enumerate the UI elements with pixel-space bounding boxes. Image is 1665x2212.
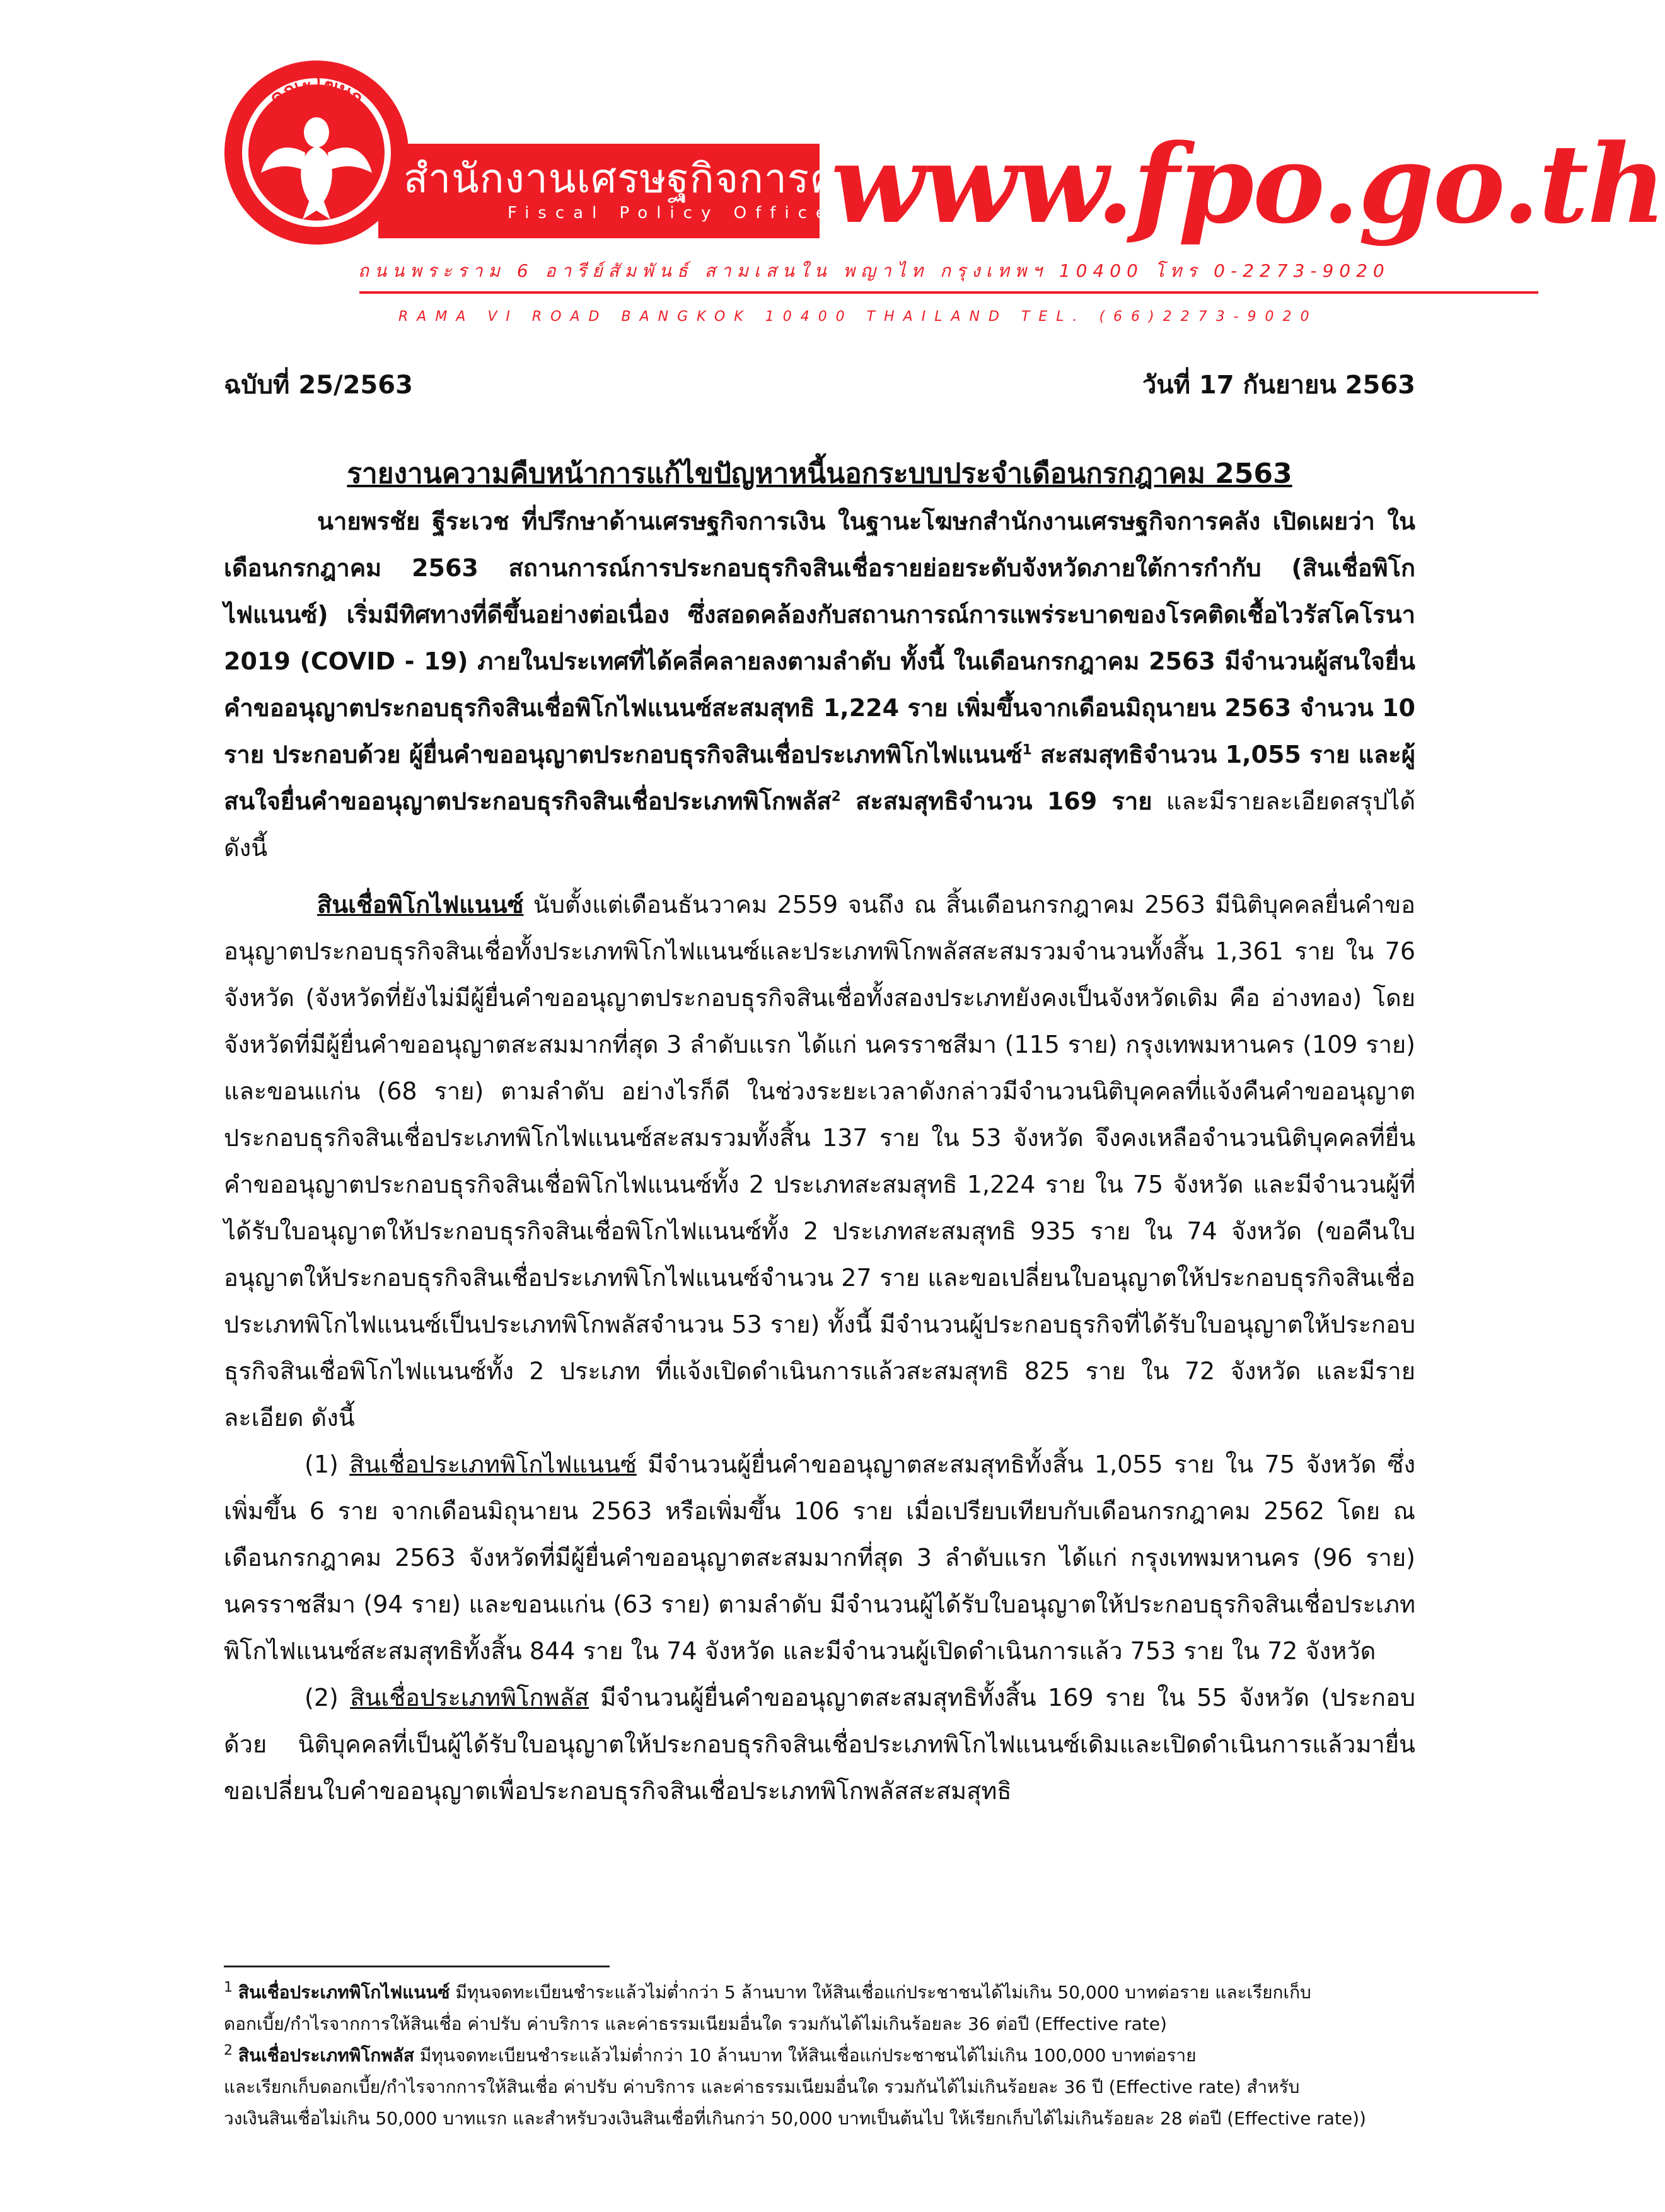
intro-text-b: สะสมสุทธิจำนวน 1,055 ราย และผู้สนใจยื่นคำขออนุญาตประกอบธุรกิจสินเชื่อประเภทพิโกพลัส bbox=[224, 741, 1415, 815]
issue-date: วันที่ 17 กันยายน 2563 bbox=[1142, 371, 1415, 400]
document-title: รายงานความคืบหน้าการแก้ไขปัญหาหนี้นอกระบบประจำเดือนกรกฎาคม 2563 bbox=[347, 458, 1292, 490]
document-body bbox=[224, 498, 1415, 1814]
item-number: (2) bbox=[305, 1684, 351, 1711]
logo-text: คณะโฆษก bbox=[265, 73, 368, 110]
footnote-1 bbox=[224, 1977, 1415, 2008]
footnote-mark: 1 bbox=[224, 1979, 233, 1996]
footnote-ref-1: 1 bbox=[1022, 742, 1032, 758]
section-heading: สินเชื่อพิโกไฟแนนซ์ bbox=[317, 891, 524, 918]
item-pico-finance bbox=[224, 1441, 1415, 1674]
footnote-2-continued: วงเงินสินเชื่อไม่เกิน 50,000 บาทแรก และสำหรับวงเงินสินเชื่อที่เกินกว่า 50,000 บาทเป็นต้นไป ให้เรียกเก็บได้ไม่เกินร้อยละ 28 ต่อปี (Effective rate)) bbox=[224, 2108, 1366, 2129]
footnote-term: สินเชื่อประเภทพิโกพลัส bbox=[238, 2045, 415, 2066]
section-pico-finance bbox=[224, 881, 1415, 1441]
footnote-2-continued: และเรียกเก็บดอกเบี้ย/กำไรจากการให้สินเชื่อ ค่าปรับ ค่าบริการ และค่าธรรมเนียมอื่นใด รวมกันได้ไม่เกินร้อยละ 36 ปี (Effective rate) สำหรับ bbox=[224, 2076, 1300, 2097]
spokesperson-garuda-logo bbox=[222, 58, 411, 247]
issue-number: ฉบับที่ 25/2563 bbox=[224, 371, 413, 400]
footnotes bbox=[224, 1977, 1415, 2134]
footnote-ref-2: 2 bbox=[831, 789, 841, 805]
item-pico-plus bbox=[224, 1674, 1415, 1814]
item-heading: สินเชื่อประเภทพิโกพลัส bbox=[350, 1684, 589, 1711]
footnote-text: มีทุนจดทะเบียนชำระแล้วไม่ต่ำกว่า 5 ล้านบาท ให้สินเชื่อแก่ประชาชนได้ไม่เกิน 50,000 บาทต่อราย และเรียกเก็บ bbox=[450, 1982, 1311, 2003]
intro-text-c: สะสมสุทธิจำนวน 169 ราย bbox=[840, 787, 1152, 815]
organization-name-english: Fiscal Policy Office bbox=[508, 204, 835, 223]
intro-text-d: และมีรายละเอียดสรุปได้ ดังนี้ bbox=[224, 787, 1416, 862]
footnote-1-continued: ดอกเบี้ย/กำไรจากการให้สินเชื่อ ค่าปรับ ค่าบริการ และค่าธรรมเนียมอื่นใด รวมกันได้ไม่เกินร้อยละ 36 ต่อปี (Effective rate) bbox=[224, 2013, 1167, 2034]
organization-name-thai: สำนักงานเศรษฐกิจการคลัง bbox=[403, 156, 883, 202]
section-text: นับตั้งแต่เดือนธันวาคม 2559 จนถึง ณ สิ้นเดือนกรกฎาคม 2563 มีนิติบุคคลยื่นคำขออนุญาตประกอบธุรกิจสินเชื่อทั้งประเภทพิโกไฟแนนซ์และประเภทพิโกพลัสสะสมรวมจำนวนทั้งสิ้น 1,361 ราย ใน 76 จังหวัด (จังหวัดที่ยังไม่มีผู้ยื่นคำขออนุญาตประกอบธุรกิจสินเชื่อทั้งสองประเภทยังคงเป็นจังหวัดเดิม คือ อ่างทอง) โดยจังหวัดที่มีผู้ยื่นคำขออนุญาตสะสมมากที่สุด 3 ลำดับแรก ได้แก่ นครราชสีมา (115 ราย) กรุงเทพมหานคร (109 ราย) และขอนแก่น (68 ราย) ตามลำดับ อย่างไรก็ดี ในช่วงระยะเวลาดังกล่าวมีจำนวนนิติบุคคลที่แจ้งคืนคำขออนุญาตประกอบธุรกิจสินเชื่อประเภทพิโกไฟแนนซ์สะสมรวมทั้งสิ้น 137 ราย ใน 53 จังหวัด จึงคงเหลือจำนวนนิติบุคคลที่ยื่นคำขออนุญาตประกอบธุรกิจสินเชื่อพิโกไฟแนนซ์ทั้ง 2 ประเภทสะสมสุทธิ 1,224 ราย ใน 75 จังหวัด และมีจำนวนผู้ที่ได้รับใบอนุญาตให้ประกอบธุรกิจสินเชื่อพิโกไฟแนนซ์ทั้ง 2 ประเภทสะสมสุทธิ 935 ราย ใน 74 จังหวัด (ขอคืนใบอนุญาตให้ประกอบธุรกิจสินเชื่อประเภทพิโกไฟแนนซ์จำนวน 27 ราย และขอเปลี่ยนใบอนุญาตให้ประกอบธุรกิจสินเชื่อประเภทพิโกไฟแนนซ์เป็นประเภทพิโกพลัสจำนวน 53 ราย) ทั้งนี้ มีจำนวนผู้ประกอบธุรกิจที่ได้รับใบอนุญาตให้ประกอบธุรกิจสินเชื่อพิโกไฟแนนซ์ทั้ง 2 ประเภท ที่แจ้งเปิดดำเนินการแล้วสะสมสุทธิ 825 ราย ใน 72 จังหวัด และมีรายละเอียด ดังนี้ bbox=[224, 891, 1415, 1432]
website-link[interactable]: www.fpo.go.th bbox=[831, 120, 1665, 248]
footnote-text: มีทุนจดทะเบียนชำระแล้วไม่ต่ำกว่า 10 ล้านบาท ให้สินเชื่อแก่ประชาชนได้ไม่เกิน 100,000 บาทต่อราย bbox=[414, 2045, 1197, 2066]
item-number: (1) bbox=[305, 1451, 350, 1478]
footnote-mark: 2 bbox=[224, 2042, 233, 2059]
letterhead-divider bbox=[359, 291, 1538, 294]
intro-paragraph bbox=[224, 498, 1415, 871]
item-text: มีจำนวนผู้ยื่นคำขออนุญาตสะสมสุทธิทั้งสิ้น 1,055 ราย ใน 75 จังหวัด ซึ่งเพิ่มขึ้น 6 ราย จากเดือนมิถุนายน 2563 หรือเพิ่มขึ้น 106 ราย เมื่อเปรียบเทียบกับเดือนกรกฎาคม 2562 โดย ณ เดือนกรกฎาคม 2563 จังหวัดที่มีผู้ยื่นคำขออนุญาตสะสมมากที่สุด 3 ลำดับแรก ได้แก่ กรุงเทพมหานคร (96 ราย) นครราชสีมา (94 ราย) และขอนแก่น (63 ราย) ตามลำดับ มีจำนวนผู้ได้รับใบอนุญาตให้ประกอบธุรกิจสินเชื่อประเภทพิโกไฟแนนซ์สะสมสุทธิทั้งสิ้น 844 ราย ใน 74 จังหวัด และมีจำนวนผู้เปิดดำเนินการแล้ว 753 ราย ใน 72 จังหวัด bbox=[224, 1451, 1415, 1665]
address-thai: ถนนพระราม 6 อารีย์สัมพันธ์ สามเสนใน พญาไท กรุงเทพฯ 10400 โทร 0-2273-9020 bbox=[358, 260, 1390, 281]
footnote-divider bbox=[224, 1966, 610, 1967]
item-text: มีจำนวนผู้ยื่นคำขออนุญาตสะสมสุทธิทั้งสิ้น 169 ราย ใน 55 จังหวัด (ประกอบด้วย นิติบุคคลที่เป็นผู้ได้รับใบอนุญาตให้ประกอบธุรกิจสินเชื่อประเภทพิโกไฟแนนซ์เดิมและเปิดดำเนินการแล้วมายื่นขอเปลี่ยนใบคำขออนุญาตเพื่อประกอบธุรกิจสินเชื่อประเภทพิโกพลัสสะสมสุทธิ bbox=[224, 1684, 1416, 1805]
footnote-2 bbox=[224, 2040, 1415, 2071]
item-heading: สินเชื่อประเภทพิโกไฟแนนซ์ bbox=[349, 1451, 637, 1478]
footnote-term: สินเชื่อประเภทพิโกไฟแนนซ์ bbox=[238, 1982, 450, 2003]
address-english: RAMA VI ROAD BANGKOK 10400 THAILAND TEL. (66)2273-9020 bbox=[398, 309, 1318, 325]
intro-text-a: นายพรชัย ฐีระเวช ที่ปรึกษาด้านเศรษฐกิจการเงิน ในฐานะโฆษกสำนักงานเศรษฐกิจการคลัง เปิดเผยว่า ในเดือนกรกฎาคม 2563 สถานการณ์การประกอบธุรกิจสินเชื่อรายย่อยระดับจังหวัดภายใต้การกำกับ (สินเชื่อพิโกไฟแนนซ์) เริ่มมีทิศทางที่ดีขึ้นอย่างต่อเนื่อง ซึ่งสอดคล้องกับสถานการณ์การแพร่ระบาดของโรคติดเชื้อไวรัสโคโรนา 2019 (COVID - 19) ภายในประเทศที่ได้คลี่คลายลงตามลำดับ ทั้งนี้ ในเดือนกรกฎาคม 2563 มีจำนวนผู้สนใจยื่นคำขออนุญาตประกอบธุรกิจสินเชื่อพิโกไฟแนนซ์สะสมสุทธิ 1,224 ราย เพิ่มขึ้นจากเดือนมิถุนายน 2563 จำนวน 10 ราย ประกอบด้วย ผู้ยื่นคำขออนุญาตประกอบธุรกิจสินเชื่อประเภทพิโกไฟแนนซ์ bbox=[224, 507, 1415, 768]
